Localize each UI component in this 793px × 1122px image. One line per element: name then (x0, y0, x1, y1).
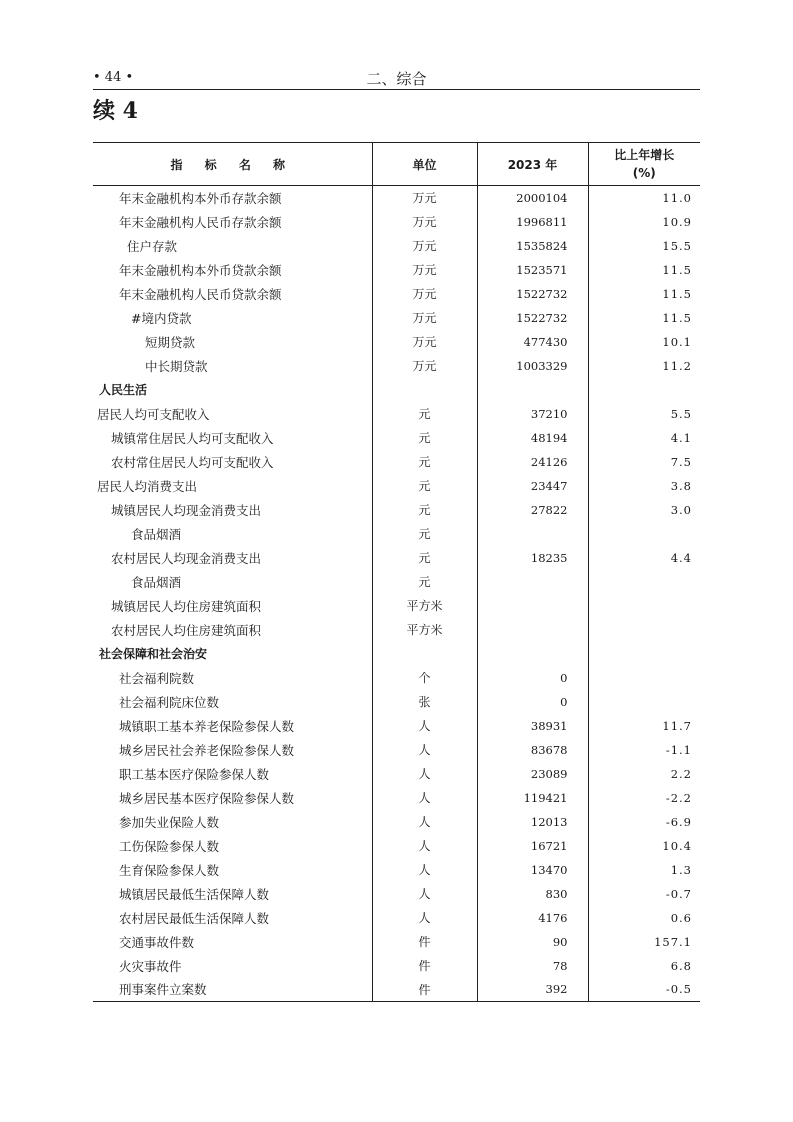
indicator-name: 工伤保险参保人数 (119, 838, 220, 854)
unit-cell: 万元 (372, 354, 477, 378)
unit-cell: 人 (372, 810, 477, 834)
table-row (93, 666, 700, 690)
table-row (93, 546, 700, 570)
table-row (93, 330, 700, 354)
indicator-name: 农村常住居民人均可支配收入 (111, 454, 274, 470)
table-row (93, 954, 700, 978)
table-row (93, 426, 700, 450)
header-indicator-name: 指 标 名 称 (170, 157, 295, 172)
value-2023-cell: 0 (477, 666, 588, 690)
unit-cell: 元 (372, 522, 477, 546)
table-row (93, 522, 700, 546)
indicator-name: 城乡居民基本医疗保险参保人数 (119, 790, 295, 806)
indicator-name: 短期贷款 (145, 334, 196, 350)
unit-cell: 件 (372, 954, 477, 978)
indicator-name: 年末金融机构人民币贷款余额 (119, 286, 282, 302)
unit-cell: 万元 (372, 210, 477, 234)
growth-cell: 10.4 (588, 834, 700, 858)
indicator-name: 城镇居民人均现金消费支出 (111, 502, 262, 518)
growth-cell: -0.5 (588, 978, 700, 1002)
value-2023-cell: 477430 (477, 330, 588, 354)
unit-cell: 平方米 (372, 594, 477, 618)
table-row (93, 690, 700, 714)
indicator-name: #境内贷款 (131, 310, 192, 326)
unit-cell: 万元 (372, 234, 477, 258)
unit-cell: 件 (372, 978, 477, 1002)
value-2023-cell: 23447 (477, 474, 588, 498)
table-row (93, 186, 700, 210)
growth-cell: 6.8 (588, 954, 700, 978)
unit-cell: 元 (372, 570, 477, 594)
table-row (93, 762, 700, 786)
growth-cell (588, 618, 700, 642)
empty-cell (477, 642, 588, 666)
table-row (93, 570, 700, 594)
growth-cell: 5.5 (588, 402, 700, 426)
growth-cell: 11.7 (588, 714, 700, 738)
indicator-name: 食品烟酒 (131, 574, 182, 590)
unit-cell: 平方米 (372, 618, 477, 642)
page-number: • 44 • (93, 70, 134, 85)
table-row (93, 210, 700, 234)
table-row (93, 498, 700, 522)
indicator-name: 火灾事故件 (119, 958, 182, 974)
value-2023-cell: 23089 (477, 762, 588, 786)
growth-cell (588, 666, 700, 690)
indicator-name: 刑事案件立案数 (119, 982, 207, 998)
growth-cell: 1.3 (588, 858, 700, 882)
growth-cell: 11.5 (588, 306, 700, 330)
table-row (93, 450, 700, 474)
indicator-name: 社会福利院数 (119, 670, 195, 686)
growth-cell: 3.0 (588, 498, 700, 522)
section-title: 二、综合 (366, 70, 427, 88)
table-row (93, 258, 700, 282)
value-2023-cell: 18235 (477, 546, 588, 570)
growth-cell: 157.1 (588, 930, 700, 954)
empty-cell (372, 378, 477, 402)
growth-cell: -6.9 (588, 810, 700, 834)
section-label: 社会保障和社会治安 (99, 647, 208, 661)
table-row (93, 618, 700, 642)
growth-cell: 0.6 (588, 906, 700, 930)
value-2023-cell: 1523571 (477, 258, 588, 282)
section-header-row (93, 378, 700, 402)
continued-label: 续 4 (93, 98, 138, 124)
value-2023-cell: 392 (477, 978, 588, 1002)
value-2023-cell (477, 522, 588, 546)
indicator-name: 城镇居民最低生活保障人数 (119, 886, 270, 902)
table-row (93, 714, 700, 738)
empty-cell (372, 642, 477, 666)
value-2023-cell: 48194 (477, 426, 588, 450)
header-rule (93, 89, 700, 90)
table-row (93, 234, 700, 258)
unit-cell: 元 (372, 546, 477, 570)
header-year: 2023 年 (477, 143, 588, 186)
value-2023-cell: 78 (477, 954, 588, 978)
value-2023-cell: 1522732 (477, 306, 588, 330)
growth-cell: 11.0 (588, 186, 700, 210)
table-row (93, 354, 700, 378)
header-growth-line2: (%) (632, 166, 656, 180)
value-2023-cell (477, 594, 588, 618)
table-row (93, 882, 700, 906)
unit-cell: 个 (372, 666, 477, 690)
table-row (93, 906, 700, 930)
table-row (93, 306, 700, 330)
value-2023-cell: 83678 (477, 738, 588, 762)
growth-cell (588, 594, 700, 618)
table-row (93, 474, 700, 498)
growth-cell: 11.2 (588, 354, 700, 378)
table-row (93, 978, 700, 1002)
growth-cell: 2.2 (588, 762, 700, 786)
table-row (93, 858, 700, 882)
header-growth-line1: 比上年增长 (614, 148, 675, 162)
value-2023-cell: 830 (477, 882, 588, 906)
growth-cell (588, 522, 700, 546)
value-2023-cell: 0 (477, 690, 588, 714)
value-2023-cell: 1996811 (477, 210, 588, 234)
value-2023-cell: 38931 (477, 714, 588, 738)
growth-cell: 15.5 (588, 234, 700, 258)
indicator-name: 生育保险参保人数 (119, 862, 220, 878)
unit-cell: 元 (372, 402, 477, 426)
indicator-name: 年末金融机构本外币贷款余额 (119, 262, 282, 278)
unit-cell: 件 (372, 930, 477, 954)
unit-cell: 元 (372, 474, 477, 498)
indicator-name: 城镇常住居民人均可支配收入 (111, 430, 274, 446)
growth-cell: 10.1 (588, 330, 700, 354)
unit-cell: 万元 (372, 330, 477, 354)
growth-cell: -0.7 (588, 882, 700, 906)
value-2023-cell (477, 618, 588, 642)
section-label: 人民生活 (99, 383, 148, 397)
table-row (93, 402, 700, 426)
value-2023-cell: 90 (477, 930, 588, 954)
indicator-name: 城镇居民人均住房建筑面积 (111, 598, 262, 614)
indicator-name: 农村居民人均住房建筑面积 (111, 622, 262, 638)
value-2023-cell: 2000104 (477, 186, 588, 210)
indicator-name: 年末金融机构本外币存款余额 (119, 190, 282, 206)
growth-cell: 4.4 (588, 546, 700, 570)
empty-cell (588, 642, 700, 666)
value-2023-cell: 1522732 (477, 282, 588, 306)
unit-cell: 张 (372, 690, 477, 714)
indicator-name: 社会福利院床位数 (119, 694, 220, 710)
empty-cell (588, 378, 700, 402)
unit-cell: 万元 (372, 306, 477, 330)
indicator-name: 农村居民人均现金消费支出 (111, 550, 262, 566)
growth-cell: 3.8 (588, 474, 700, 498)
header-growth (588, 143, 700, 186)
growth-cell: 4.1 (588, 426, 700, 450)
value-2023-cell: 13470 (477, 858, 588, 882)
statistics-table-container (93, 142, 700, 1002)
indicator-name: 城乡居民社会养老保险参保人数 (119, 742, 295, 758)
indicator-name: 中长期贷款 (145, 358, 208, 374)
unit-cell: 元 (372, 426, 477, 450)
table-row (93, 738, 700, 762)
section-header-row (93, 642, 700, 666)
header-unit: 单位 (372, 143, 477, 186)
value-2023-cell: 12013 (477, 810, 588, 834)
value-2023-cell: 119421 (477, 786, 588, 810)
indicator-name: 职工基本医疗保险参保人数 (119, 766, 270, 782)
unit-cell: 万元 (372, 282, 477, 306)
growth-cell: -1.1 (588, 738, 700, 762)
table-row (93, 786, 700, 810)
value-2023-cell: 1535824 (477, 234, 588, 258)
table-row (93, 834, 700, 858)
unit-cell: 人 (372, 906, 477, 930)
growth-cell: 7.5 (588, 450, 700, 474)
unit-cell: 人 (372, 858, 477, 882)
indicator-name: 居民人均可支配收入 (97, 406, 210, 422)
indicator-name: 居民人均消费支出 (97, 478, 198, 494)
unit-cell: 万元 (372, 186, 477, 210)
indicator-name: 农村居民最低生活保障人数 (119, 910, 270, 926)
unit-cell: 人 (372, 714, 477, 738)
unit-cell: 人 (372, 762, 477, 786)
statistics-table (93, 142, 700, 1002)
table-header-row (93, 143, 700, 186)
growth-cell (588, 690, 700, 714)
indicator-name: 参加失业保险人数 (119, 814, 220, 830)
unit-cell: 元 (372, 450, 477, 474)
indicator-name: 城镇职工基本养老保险参保人数 (119, 718, 295, 734)
value-2023-cell (477, 570, 588, 594)
indicator-name: 食品烟酒 (131, 526, 182, 542)
empty-cell (477, 378, 588, 402)
indicator-name: 交通事故件数 (119, 934, 195, 950)
value-2023-cell: 4176 (477, 906, 588, 930)
growth-cell: -2.2 (588, 786, 700, 810)
unit-cell: 人 (372, 786, 477, 810)
growth-cell: 11.5 (588, 258, 700, 282)
value-2023-cell: 27822 (477, 498, 588, 522)
value-2023-cell: 1003329 (477, 354, 588, 378)
table-row (93, 810, 700, 834)
unit-cell: 元 (372, 498, 477, 522)
value-2023-cell: 37210 (477, 402, 588, 426)
table-row (93, 594, 700, 618)
unit-cell: 万元 (372, 258, 477, 282)
table-body (93, 186, 700, 1002)
growth-cell: 10.9 (588, 210, 700, 234)
unit-cell: 人 (372, 882, 477, 906)
table-row (93, 930, 700, 954)
unit-cell: 人 (372, 834, 477, 858)
indicator-name: 年末金融机构人民币存款余额 (119, 214, 282, 230)
table-row (93, 282, 700, 306)
growth-cell (588, 570, 700, 594)
growth-cell: 11.5 (588, 282, 700, 306)
value-2023-cell: 24126 (477, 450, 588, 474)
unit-cell: 人 (372, 738, 477, 762)
value-2023-cell: 16721 (477, 834, 588, 858)
indicator-name: 住户存款 (127, 238, 178, 254)
